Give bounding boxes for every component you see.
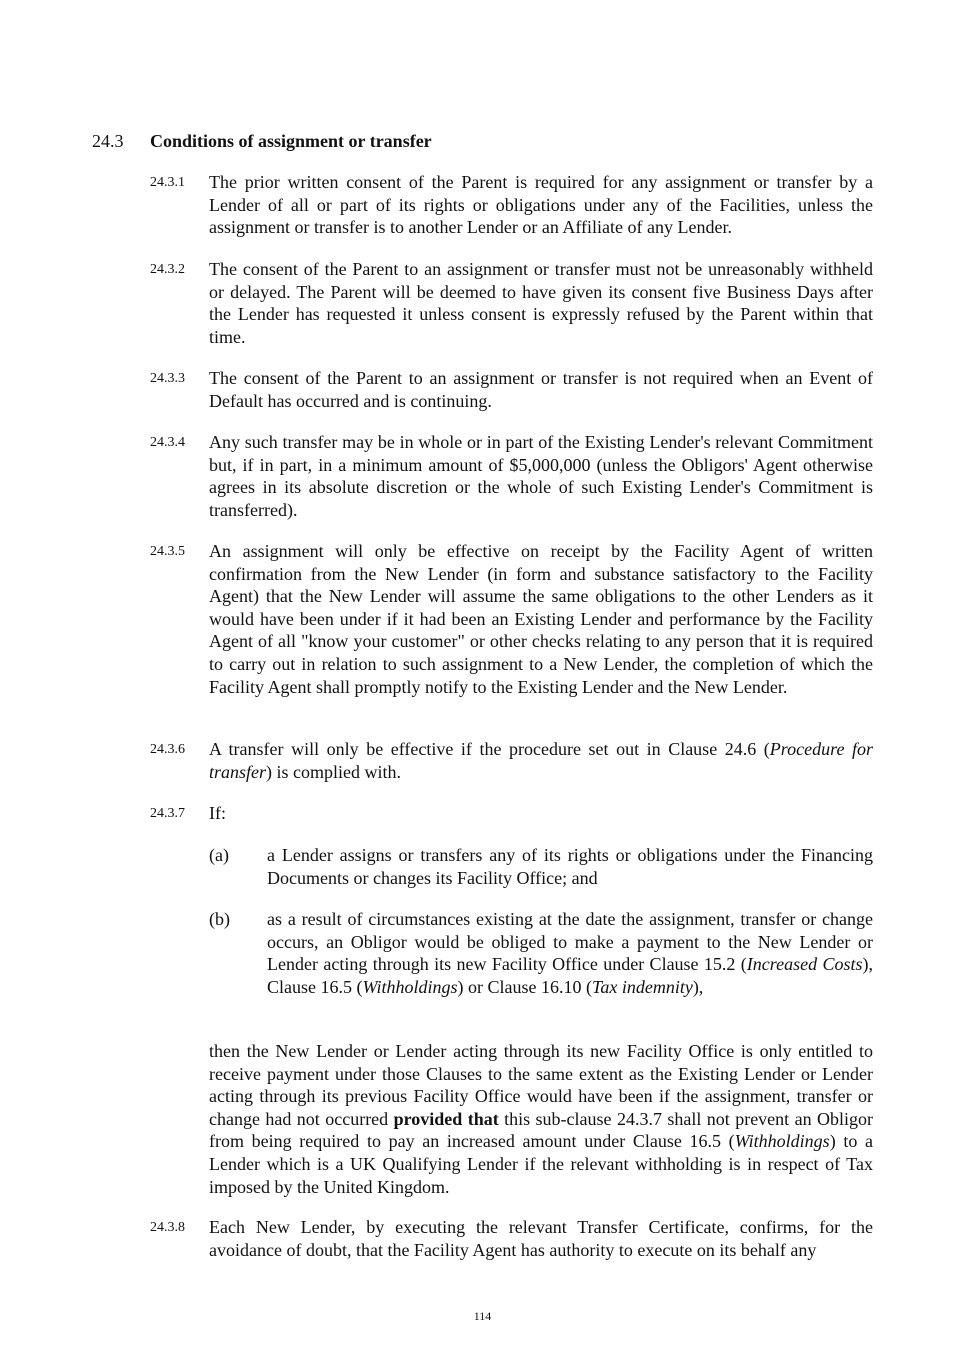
clause-text: A transfer will only be effective if the procedure set out in Clause 24.6 (Procedure for transfer) is complied with. [209,739,873,782]
clause-number: 24.3.8 [150,1220,185,1235]
clause-24-3-1 [150,171,873,239]
clause-24-3-4 [150,431,873,521]
clause-text: The consent of the Parent to an assignment or transfer is not required when an Event of Default has occurred and is continuing. [209,368,873,411]
clause-text: If: [209,803,226,823]
sub-item-a [209,844,873,889]
clause-24-3-5 [150,540,873,698]
clause-text: Any such transfer may be in whole or in part of the Existing Lender's relevant Commitment but, if in part, in a minimum amount of $5,000,000 (unless the Obligors' Agent otherwise agrees in its absolute discretion or the whole of such Existing Lender's Commitment is transferred). [209,432,873,520]
clause-24-3-3 [150,367,873,412]
section-number: 24.3 [92,131,124,151]
clause-number: 24.3.7 [150,806,185,821]
sub-item-text: as a result of circumstances existing at the date the assignment, transfer or change occurs, an Obligor would be obliged to make a payment to the New Lender or Lender acting through its new Facility Office under Clause 15.2 (Increased Costs), Clause 16.5 (Withholdings) or Clause 16.10 (Tax indemnity), [267,909,873,997]
sub-item-text: a Lender assigns or transfers any of its rights or obligations under the Financing Documents or changes its Facility Office; and [267,845,873,888]
clause-24-3-7 [150,802,873,825]
clause-text: The consent of the Parent to an assignment or transfer must not be unreasonably withheld or delayed. The Parent will be deemed to have given its consent five Business Days after the Lender has requested it unless consent is expressly refused by the Parent within that time. [209,259,873,347]
sub-item-b [209,908,873,998]
clause-number: 24.3.2 [150,262,185,277]
sub-item-label: (a) [209,845,229,865]
then-paragraph: then the New Lender or Lender acting through its new Facility Office is only entitled to receive payment under those Clauses to the same extent as the Existing Lender or Lender acting through its previous Facility Office would have been if the assignment, transfer or change had not occurred provided that this sub-clause 24.3.7 shall not prevent an Obligor from being required to pay an increased amount under Clause 16.5 (Withholdings) to a Lender which is a UK Qualifying Lender if the relevant withholding is in respect of Tax imposed by the United Kingdom. [209,1041,874,1197]
clause-text: An assignment will only be effective on receipt by the Facility Agent of written confirmation from the New Lender (in form and substance satisfactory to the Facility Agent) that the New Lender will assume the same obligations to the other Lenders as it would have been under if it had been an Existing Lender and performance by the Facility Agent of all "know your customer" or other checks relating to any person that it is required to carry out in relation to such assignment to a New Lender, the completion of which the Facility Agent shall promptly notify to the Existing Lender and the New Lender. [209,541,873,697]
clause-number: 24.3.5 [150,544,185,559]
clause-number: 24.3.1 [150,175,185,190]
page-number: 114 [473,1309,492,1323]
clause-text: The prior written consent of the Parent is required for any assignment or transfer by a Lender of all or part of its rights or obligations under any of the Facilities, unless the assignment or transfer is to another Lender or an Affiliate of any Lender. [209,172,873,238]
section-title: Conditions of assignment or transfer [150,131,432,151]
clause-text: Each New Lender, by executing the relevant Transfer Certificate, confirms, for the avoidance of doubt, that the Facility Agent has authority to execute on its behalf any [209,1217,873,1260]
section-heading [92,129,432,153]
clause-number: 24.3.6 [150,742,185,757]
clause-number: 24.3.3 [150,371,185,386]
sub-item-label: (b) [209,909,230,929]
clause-24-3-2 [150,258,873,348]
clause-24-3-8 [150,1216,873,1261]
clause-number: 24.3.4 [150,435,185,450]
clause-24-3-6 [150,738,873,783]
